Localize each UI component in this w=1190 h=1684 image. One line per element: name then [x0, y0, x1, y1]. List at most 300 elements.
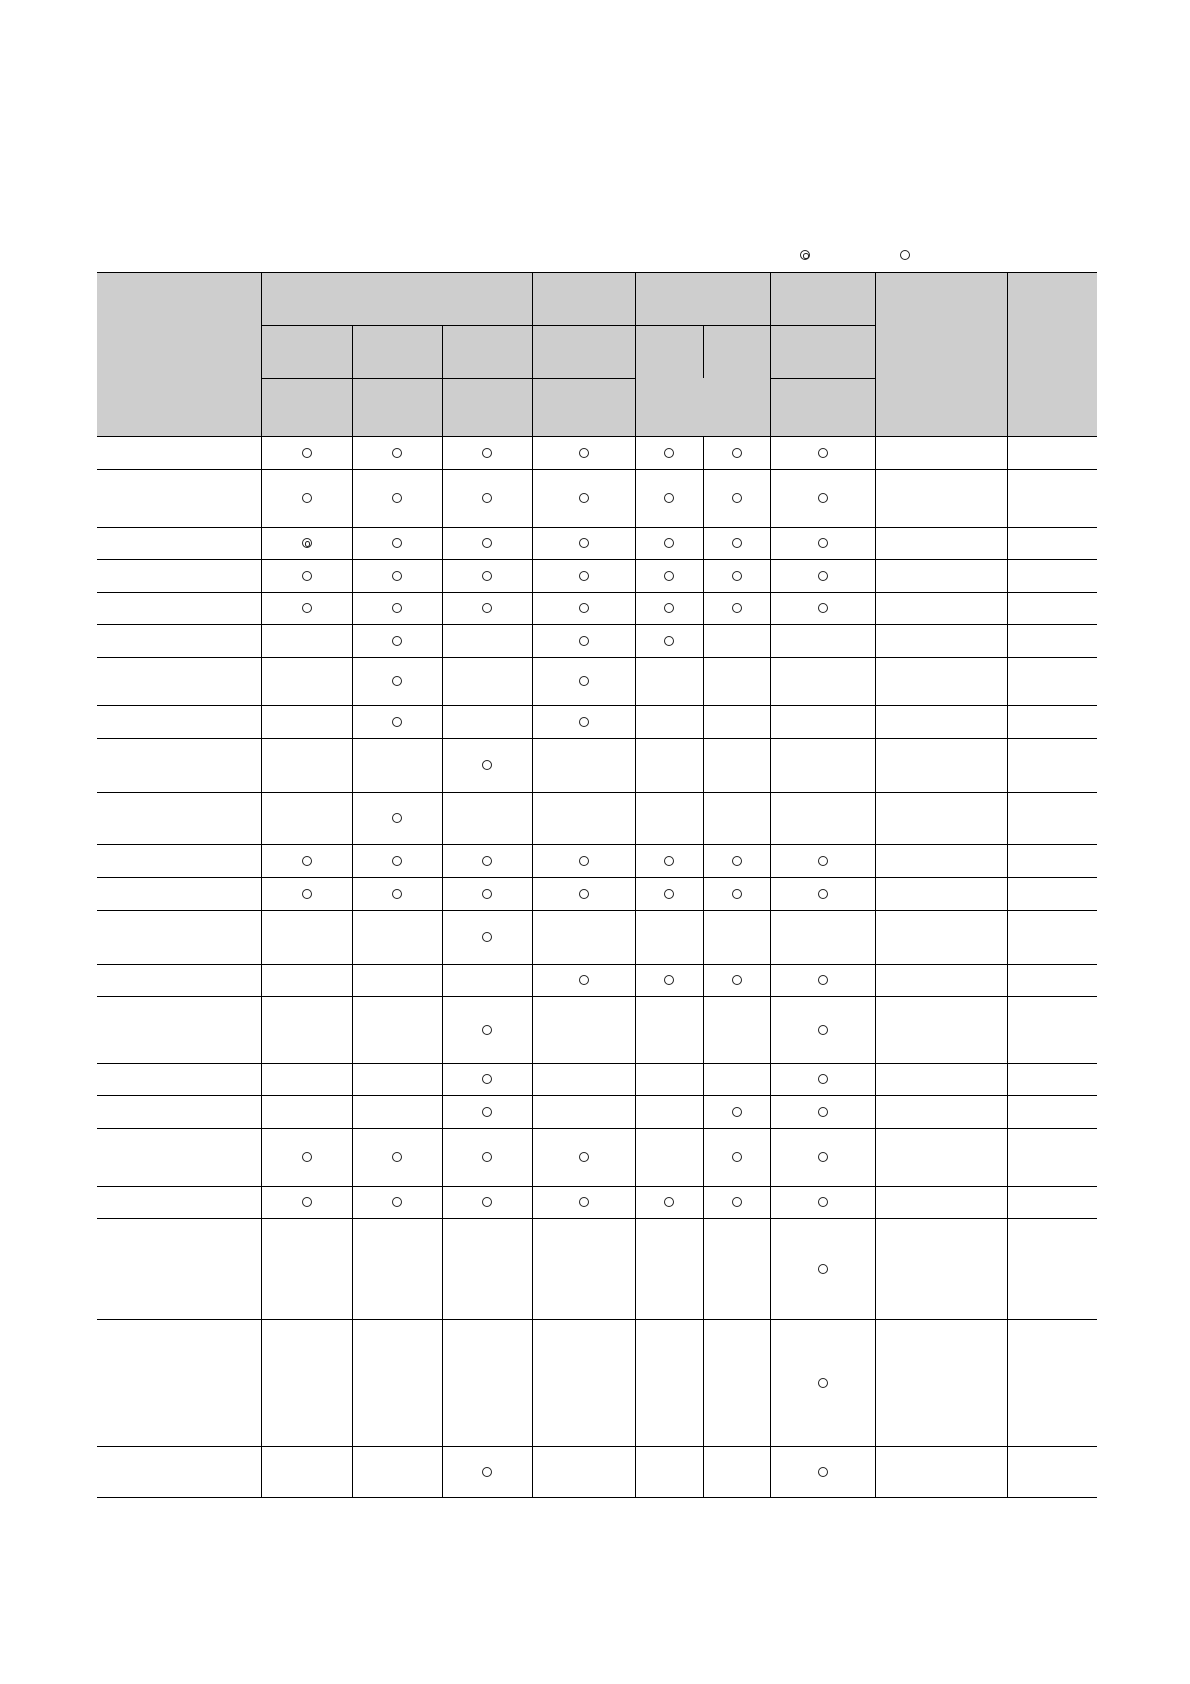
- table-cell: [442, 1128, 532, 1186]
- table-cell: [875, 624, 1007, 657]
- table-cell: [442, 657, 532, 705]
- table-cell: [1007, 1095, 1097, 1128]
- table-cell: [1007, 844, 1097, 877]
- circle-icon: [664, 571, 674, 581]
- circle-icon: [818, 538, 828, 548]
- circle-icon: [482, 1074, 492, 1084]
- table-cell: [352, 738, 442, 792]
- table-cell: [635, 436, 703, 469]
- table-cell: [442, 877, 532, 910]
- table-cell: [261, 705, 352, 738]
- table-cell: [770, 559, 875, 592]
- circle-icon: [392, 1152, 402, 1162]
- table-cell: [352, 964, 442, 996]
- circle-icon: [732, 975, 742, 985]
- table-cell: [261, 877, 352, 910]
- table-cell: [635, 624, 703, 657]
- circle-icon: [818, 1467, 828, 1477]
- circle-icon: [664, 889, 674, 899]
- table-cell: [703, 705, 770, 738]
- header-divider: [703, 325, 704, 378]
- circle-icon: [732, 448, 742, 458]
- table-cell: [261, 910, 352, 964]
- table-cell: [532, 964, 635, 996]
- circle-icon: [302, 1152, 312, 1162]
- table-cell: [442, 705, 532, 738]
- circle-icon: [482, 603, 492, 613]
- table-cell: [1007, 1186, 1097, 1218]
- table-cell: [532, 738, 635, 792]
- table-cell: [261, 792, 352, 844]
- circle-icon: [579, 676, 589, 686]
- table-cell: [352, 527, 442, 559]
- table-cell: [875, 436, 1007, 469]
- circle-icon: [579, 493, 589, 503]
- circle-icon: [482, 493, 492, 503]
- table-cell: [703, 910, 770, 964]
- circle-icon: [302, 493, 312, 503]
- table-cell: [770, 1186, 875, 1218]
- table-cell: [261, 436, 352, 469]
- circle-icon: [579, 636, 589, 646]
- circle-icon: [579, 448, 589, 458]
- table-cell: [770, 657, 875, 705]
- header-divider: [635, 272, 636, 436]
- table-cell: [703, 592, 770, 624]
- table-cell: [532, 705, 635, 738]
- circle-icon: [482, 856, 492, 866]
- table-cell: [352, 996, 442, 1063]
- circle-icon: [732, 1152, 742, 1162]
- circle-icon: [818, 1152, 828, 1162]
- table-cell: [875, 657, 1007, 705]
- circle-icon: [482, 571, 492, 581]
- table-cell: [770, 624, 875, 657]
- table-cell: [770, 1319, 875, 1446]
- table-cell: [352, 624, 442, 657]
- table-cell: [703, 559, 770, 592]
- circle-icon: [818, 603, 828, 613]
- circle-icon: [392, 889, 402, 899]
- circle-icon: [392, 493, 402, 503]
- header-divider: [532, 272, 533, 436]
- table-cell: [770, 964, 875, 996]
- table-cell: [261, 1063, 352, 1095]
- table-cell: [442, 1063, 532, 1095]
- table-cell: [635, 469, 703, 527]
- table-cell: [532, 1095, 635, 1128]
- table-cell: [875, 996, 1007, 1063]
- double-circle-icon: [302, 538, 312, 548]
- table-cell: [875, 792, 1007, 844]
- table-cell: [442, 844, 532, 877]
- circle-icon: [482, 760, 492, 770]
- circle-icon: [818, 856, 828, 866]
- table-cell: [635, 1095, 703, 1128]
- circle-icon: [818, 889, 828, 899]
- table-cell: [442, 910, 532, 964]
- table-cell: [261, 657, 352, 705]
- table-cell: [770, 436, 875, 469]
- table-cell: [352, 1186, 442, 1218]
- table-cell: [770, 1063, 875, 1095]
- table-cell: [703, 1319, 770, 1446]
- circle-icon: [579, 1152, 589, 1162]
- table-cell: [703, 1218, 770, 1319]
- circle-icon: [392, 676, 402, 686]
- table-cell: [261, 469, 352, 527]
- table-cell: [532, 1186, 635, 1218]
- table-cell: [635, 1063, 703, 1095]
- table-cell: [703, 1063, 770, 1095]
- header-divider: [770, 272, 771, 436]
- circle-icon: [302, 889, 312, 899]
- table-cell: [1007, 910, 1097, 964]
- table-cell: [1007, 1319, 1097, 1446]
- circle-icon: [392, 1197, 402, 1207]
- table-cell: [703, 1128, 770, 1186]
- table-cell: [875, 592, 1007, 624]
- comparison-table: [97, 272, 1097, 1497]
- table-cell: [532, 877, 635, 910]
- table-cell: [635, 592, 703, 624]
- circle-icon: [664, 856, 674, 866]
- table-cell: [442, 964, 532, 996]
- circle-icon: [302, 448, 312, 458]
- table-cell: [635, 1218, 703, 1319]
- table-cell: [1007, 1446, 1097, 1497]
- table-cell: [352, 436, 442, 469]
- table-cell: [635, 877, 703, 910]
- circle-icon: [482, 1152, 492, 1162]
- table-cell: [261, 527, 352, 559]
- table-cell: [875, 844, 1007, 877]
- table-cell: [635, 844, 703, 877]
- table-cell: [442, 469, 532, 527]
- table-cell: [261, 1128, 352, 1186]
- table-cell: [442, 1446, 532, 1497]
- table-cell: [875, 877, 1007, 910]
- circle-icon: [818, 975, 828, 985]
- double-circle-icon: [800, 250, 810, 260]
- circle-icon: [818, 571, 828, 581]
- circle-icon: [732, 1107, 742, 1117]
- circle-icon: [482, 1107, 492, 1117]
- circle-icon: [392, 603, 402, 613]
- circle-icon: [732, 889, 742, 899]
- circle-icon: [732, 1197, 742, 1207]
- table-cell: [352, 1095, 442, 1128]
- table-cell: [875, 738, 1007, 792]
- table-cell: [532, 792, 635, 844]
- table-cell: [875, 1186, 1007, 1218]
- circle-icon: [818, 1264, 828, 1274]
- circle-icon: [732, 603, 742, 613]
- table-cell: [770, 1128, 875, 1186]
- table-cell: [532, 469, 635, 527]
- table-cell: [770, 792, 875, 844]
- table-cell: [635, 910, 703, 964]
- circle-icon: [579, 856, 589, 866]
- table-cell: [635, 792, 703, 844]
- circle-icon: [482, 1025, 492, 1035]
- circle-icon: [392, 448, 402, 458]
- table-cell: [875, 469, 1007, 527]
- circle-icon: [579, 975, 589, 985]
- table-cell: [1007, 1128, 1097, 1186]
- table-cell: [703, 996, 770, 1063]
- header-divider: [770, 378, 875, 379]
- table-cell: [703, 738, 770, 792]
- table-cell: [442, 559, 532, 592]
- table-cell: [770, 527, 875, 559]
- table-cell: [442, 1186, 532, 1218]
- table-cell: [875, 910, 1007, 964]
- table-cell: [770, 738, 875, 792]
- circle-icon: [818, 1197, 828, 1207]
- table-top-border: [97, 272, 1097, 273]
- table-cell: [532, 910, 635, 964]
- table-cell: [875, 1063, 1007, 1095]
- table-cell: [532, 1319, 635, 1446]
- circle-icon: [392, 538, 402, 548]
- table-cell: [875, 964, 1007, 996]
- table-cell: [703, 657, 770, 705]
- circle-icon: [732, 538, 742, 548]
- table-cell: [635, 1128, 703, 1186]
- table-cell: [352, 1319, 442, 1446]
- table-cell: [875, 527, 1007, 559]
- table-cell: [875, 559, 1007, 592]
- circle-icon: [664, 603, 674, 613]
- table-cell: [1007, 657, 1097, 705]
- table-cell: [635, 1319, 703, 1446]
- table-cell: [261, 624, 352, 657]
- table-cell: [770, 877, 875, 910]
- table-cell: [261, 1186, 352, 1218]
- circle-icon: [392, 856, 402, 866]
- table-cell: [352, 469, 442, 527]
- table-cell: [875, 1218, 1007, 1319]
- table-cell: [1007, 1218, 1097, 1319]
- table-cell: [532, 624, 635, 657]
- table-cell: [442, 624, 532, 657]
- circle-icon: [392, 571, 402, 581]
- table-cell: [442, 1218, 532, 1319]
- table-cell: [875, 1095, 1007, 1128]
- circle-icon: [818, 1107, 828, 1117]
- table-cell: [770, 705, 875, 738]
- table-cell: [532, 1128, 635, 1186]
- table-cell: [1007, 592, 1097, 624]
- table-cell: [1007, 964, 1097, 996]
- table-cell: [532, 657, 635, 705]
- circle-icon: [482, 932, 492, 942]
- table-cell: [703, 624, 770, 657]
- circle-icon: [579, 1197, 589, 1207]
- header-divider: [261, 325, 875, 326]
- table-cell: [770, 1446, 875, 1497]
- table-cell: [703, 436, 770, 469]
- circle-icon: [392, 636, 402, 646]
- table-cell: [703, 877, 770, 910]
- table-cell: [532, 1063, 635, 1095]
- table-cell: [261, 1446, 352, 1497]
- table-cell: [352, 910, 442, 964]
- table-cell: [1007, 792, 1097, 844]
- table-cell: [1007, 1063, 1097, 1095]
- circle-icon: [900, 250, 910, 260]
- circle-icon: [818, 448, 828, 458]
- table-header: [97, 272, 1097, 436]
- table-cell: [442, 792, 532, 844]
- circle-icon: [818, 1074, 828, 1084]
- circle-icon: [732, 571, 742, 581]
- table-cell: [352, 559, 442, 592]
- circle-icon: [482, 889, 492, 899]
- table-cell: [261, 1095, 352, 1128]
- table-cell: [635, 1186, 703, 1218]
- circle-icon: [482, 448, 492, 458]
- circle-icon: [664, 975, 674, 985]
- table-cell: [352, 1063, 442, 1095]
- table-cell: [770, 469, 875, 527]
- table-cell: [703, 1186, 770, 1218]
- circle-icon: [302, 571, 312, 581]
- table-cell: [442, 1095, 532, 1128]
- table-cell: [635, 1446, 703, 1497]
- table-cell: [875, 1446, 1007, 1497]
- table-cell: [352, 792, 442, 844]
- table-cell: [770, 910, 875, 964]
- table-cell: [442, 527, 532, 559]
- table-cell: [442, 1319, 532, 1446]
- legend: [0, 246, 1190, 266]
- circle-icon: [579, 889, 589, 899]
- circle-icon: [664, 1197, 674, 1207]
- table-cell: [1007, 559, 1097, 592]
- table-cell: [532, 559, 635, 592]
- table-cell: [703, 1446, 770, 1497]
- table-cell: [532, 844, 635, 877]
- table-cell: [261, 844, 352, 877]
- circle-icon: [392, 717, 402, 727]
- table-cell: [352, 1446, 442, 1497]
- table-cell: [352, 1218, 442, 1319]
- table-cell: [1007, 996, 1097, 1063]
- circle-icon: [818, 493, 828, 503]
- circle-icon: [732, 856, 742, 866]
- header-divider: [875, 272, 876, 436]
- header-divider: [442, 325, 443, 436]
- circle-icon: [579, 571, 589, 581]
- table-cell: [532, 592, 635, 624]
- circle-icon: [664, 636, 674, 646]
- table-cell: [1007, 877, 1097, 910]
- circle-icon: [579, 538, 589, 548]
- table-cell: [1007, 624, 1097, 657]
- table-cell: [635, 705, 703, 738]
- table-cell: [532, 996, 635, 1063]
- circle-icon: [482, 538, 492, 548]
- table-cell: [1007, 527, 1097, 559]
- circle-icon: [392, 813, 402, 823]
- table-cell: [770, 844, 875, 877]
- circle-icon: [302, 856, 312, 866]
- table-cell: [261, 738, 352, 792]
- table-cell: [1007, 738, 1097, 792]
- table-cell: [703, 844, 770, 877]
- table-cell: [532, 1446, 635, 1497]
- table-cell: [770, 1095, 875, 1128]
- circle-icon: [302, 603, 312, 613]
- table-cell: [532, 527, 635, 559]
- table-cell: [352, 1128, 442, 1186]
- table-cell: [261, 964, 352, 996]
- table-cell: [352, 592, 442, 624]
- circle-icon: [664, 538, 674, 548]
- table-cell: [352, 844, 442, 877]
- table-cell: [442, 996, 532, 1063]
- circle-icon: [818, 1378, 828, 1388]
- header-divider: [1007, 272, 1008, 436]
- circle-icon: [579, 603, 589, 613]
- table-cell: [352, 705, 442, 738]
- table-cell: [261, 592, 352, 624]
- table-cell: [770, 1218, 875, 1319]
- table-cell: [635, 738, 703, 792]
- table-cell: [703, 1095, 770, 1128]
- table-cell: [442, 592, 532, 624]
- table-cell: [770, 592, 875, 624]
- table-cell: [261, 559, 352, 592]
- circle-icon: [482, 1467, 492, 1477]
- header-divider: [261, 272, 262, 436]
- circle-icon: [302, 1197, 312, 1207]
- table-cell: [352, 877, 442, 910]
- table-cell: [635, 527, 703, 559]
- circle-icon: [664, 448, 674, 458]
- table-cell: [532, 436, 635, 469]
- table-cell: [635, 657, 703, 705]
- table-cell: [703, 469, 770, 527]
- table-cell: [1007, 705, 1097, 738]
- table-cell: [875, 705, 1007, 738]
- circle-icon: [482, 1197, 492, 1207]
- table-cell: [770, 996, 875, 1063]
- circle-icon: [579, 717, 589, 727]
- header-divider: [352, 325, 353, 436]
- table-cell: [875, 1319, 1007, 1446]
- table-cell: [442, 738, 532, 792]
- circle-icon: [732, 493, 742, 503]
- table-cell: [635, 996, 703, 1063]
- table-cell: [635, 964, 703, 996]
- table-cell: [442, 436, 532, 469]
- table-cell: [875, 1128, 1007, 1186]
- table-cell: [532, 1218, 635, 1319]
- header-divider: [261, 378, 635, 379]
- table-cell: [261, 1218, 352, 1319]
- table-cell: [261, 1319, 352, 1446]
- table-cell: [1007, 436, 1097, 469]
- table-cell: [703, 527, 770, 559]
- table-cell: [703, 964, 770, 996]
- table-cell: [1007, 469, 1097, 527]
- table-cell: [352, 657, 442, 705]
- table-cell: [635, 559, 703, 592]
- circle-icon: [818, 1025, 828, 1035]
